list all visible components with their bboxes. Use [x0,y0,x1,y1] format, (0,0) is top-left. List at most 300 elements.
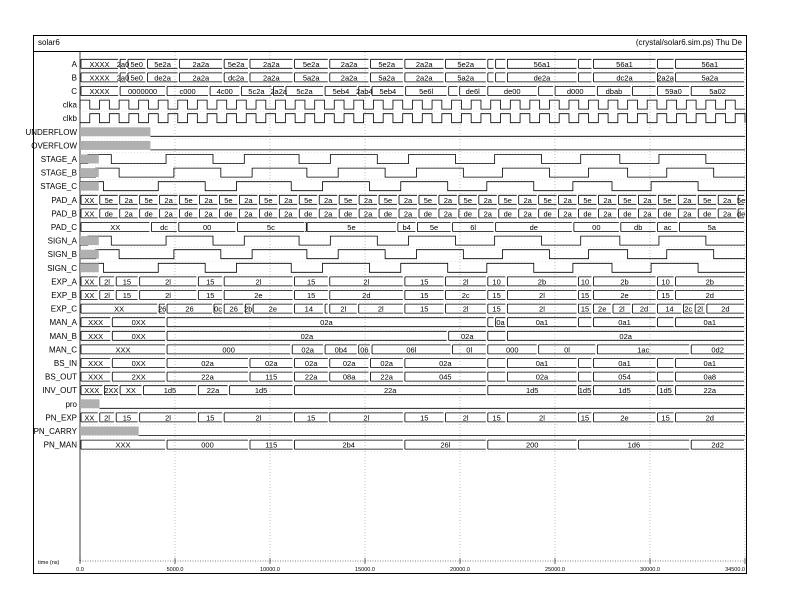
bus-segment [579,59,592,68]
bus-value: 26 [185,304,194,314]
signal-label-exp_b: EXP_B [51,291,77,300]
bus-value: 10 [580,277,590,287]
time-tick-label: 20000.0 [450,567,470,573]
bus-value: XXX [88,372,104,382]
bus-value: 5e [423,195,433,205]
undefined-region [80,236,99,245]
bus-value: de [304,209,313,219]
bus-value: 10 [492,277,501,287]
bus-value: 22a [201,372,214,382]
bus-value: 06 [360,345,369,355]
bus-value: de [423,209,433,219]
bus-value: 5e [463,195,473,205]
bus-value: XXXX [89,73,110,83]
undefined-region [80,127,150,136]
bus-value: 14 [665,304,674,314]
bus-value: XXX [88,359,104,368]
bus-value: XX [84,209,95,219]
bus-value: de [184,209,193,219]
bus-value: dc2a [227,73,245,83]
bus-value: 2a [563,209,572,219]
bus-value: 2XX [104,386,119,396]
bus-value: 2l [104,291,110,300]
bus-segment [658,359,674,368]
clock-waveform [80,114,745,123]
bus-value: 2e [254,291,263,300]
bus-value: 5e [104,195,113,205]
bus-value: XX [84,277,95,287]
bus-value: 2a [204,195,213,205]
bus-value: 0a8 [703,372,717,382]
bus-value: d000 [566,87,584,96]
signal-label-stage_b: STAGE_B [40,168,77,178]
bus-value: XXX [115,440,131,450]
bus-value: 5eb4 [379,87,397,96]
signal-label-pro: pro [65,399,77,409]
bus-value: 2a [683,195,692,205]
logic-waveform [80,155,745,164]
bus-value: 02a [300,331,314,341]
bus-value: 2l [255,413,262,423]
bus-value: dc [160,223,169,232]
bus-value: 0a1 [618,359,631,368]
bus-value: 02a [342,359,356,368]
signal-label-pn_exp: PN_EXP [45,413,77,423]
bus-value: 02a [535,372,549,382]
bus-value: 5e2a [154,59,171,69]
bus-segment [658,372,674,381]
bus-value: 22a [383,386,397,396]
signal-label-exp_a: EXP_A [51,277,77,287]
bus-value: de2a [154,73,171,83]
bus-value: 2l [462,413,469,423]
bus-value: de [144,209,153,219]
bus-value: 02a [619,331,632,341]
bus-value: c000 [179,87,196,96]
bus-value: 0a [496,318,505,328]
signal-label-clkb: clkb [62,114,77,124]
bus-value: 2l [363,277,370,287]
bus-value: 2a [643,195,652,205]
bus-value: 0a1 [703,318,717,328]
bus-value: 56a1 [701,59,719,69]
bus-value: b4 [402,223,411,232]
bus-value: 2l [165,277,171,287]
logic-waveform [80,236,745,245]
bus-value: XX [114,304,125,314]
bus-value: 2a2a [192,59,210,69]
bus-value: 1ac [637,345,650,355]
bus-value: 5e [703,195,712,205]
bus-value: 15 [492,413,501,423]
bus-value: 5eb4 [332,87,350,96]
bus-value: 1d6 [627,440,641,450]
bus-value: 5e [383,195,393,205]
bus-segment [496,73,506,82]
bus-value: 2l [462,277,469,287]
bus-value: 15 [492,291,501,300]
time-tick-label: 30000.0 [640,567,660,573]
bus-value: 5a2a [457,73,475,83]
undefined-region [80,182,99,191]
bus-value: 15 [580,291,590,300]
bus-segment [305,223,306,232]
bus-value: de [583,209,592,219]
bus-value: 02a [201,359,214,368]
time-axis-label: time (ns) [38,560,60,566]
logic-waveform [80,250,745,259]
bus-value: 2e [620,291,629,300]
bus-value: 2a [324,195,333,205]
bus-value: 1d5 [163,386,177,396]
undefined-region [80,155,99,164]
bus-value: 08a [342,372,356,382]
time-tick-label: 15000.0 [355,567,375,573]
signal-label-sign_b: SIGN_B [47,250,77,260]
bus-value: 2c [461,291,470,300]
bus-value: 0a1 [703,359,717,368]
signal-label-overflow: OVERFLOW [31,141,77,151]
bus-value: 2c [684,304,693,314]
bus-value: 15 [420,291,429,300]
bus-value: XX [84,195,95,205]
bus-value: 5e2a [378,59,396,69]
bus-value: 5e [347,223,356,232]
bus-segment [325,304,328,313]
logic-waveform [80,263,745,272]
bus-value: 115 [265,440,278,450]
bus-value: dc2a [616,73,633,83]
signal-label-b: B [71,73,77,83]
bus-value: 2a [523,195,532,205]
bus-segment [488,73,494,82]
bus-segment [449,87,458,96]
bus-value: 2b4 [342,440,355,450]
bus-value: 14 [304,304,314,314]
bus-value: 0XX [131,318,146,328]
signal-label-c: C [71,87,77,96]
bus-value: 2a [723,195,732,205]
bus-value: 59a0 [665,87,682,96]
bus-value: 2l [539,304,545,314]
time-tick-label: 10000.0 [260,567,280,573]
time-tick-label: 5000.0 [166,567,184,573]
bus-value: 2XX [131,372,146,382]
bus-value: 15 [307,277,316,287]
bus-value: 0000000 [127,87,158,96]
time-tick-label: 34500.0 [725,567,745,573]
bus-value: 5e [264,195,273,205]
bus-value: db [634,223,643,232]
bus-value: de [503,209,512,219]
signal-label-underflow: UNDERFLOW [25,127,77,137]
bus-value: 2b [537,277,547,287]
bus-value: 2a [403,195,413,205]
bus-value: 5e [503,195,512,205]
bus-value: 26 [229,304,238,314]
bus-segment [633,87,656,96]
bus-value: XXX [115,345,131,355]
logic-waveform [80,168,745,177]
bus-value: 2a2a [657,73,674,83]
bus-value: 000 [505,345,519,355]
bus-value: 0d2 [711,345,724,355]
bus-value: 5e [144,195,153,205]
bus-value: de [104,209,113,219]
bus-segment [579,359,592,368]
bus-value: 2a [603,195,612,205]
bus-value: 6l [470,223,477,232]
bus-value: XX [125,386,136,396]
bus-value: 56a1 [616,59,633,69]
bus-value: 2a0 [116,59,130,69]
bus-value: 2l [104,413,110,423]
bus-value: 0XX [131,331,146,341]
bus-value: 2l [462,304,469,314]
bus-value: 2l [255,277,262,287]
bus-value: 5a2a [701,73,719,83]
bus-value: 5e6l [419,87,434,96]
signal-label-pn_man: PN_MAN [43,440,77,450]
bus-value: 26l [440,440,451,450]
bus-value: 5e0 [130,73,143,83]
bus-value: de [343,209,353,219]
bus-value: 5c [266,223,275,232]
bus-segment [579,372,592,381]
bus-value: 15 [206,413,215,423]
bus-value: 5a2a [378,73,396,83]
bus-value: 5a2a [302,73,320,83]
bus-segment [488,331,506,340]
bus-value: 2a [483,209,492,219]
bus-value: 2a [363,195,373,205]
bus-value: 2a [124,195,133,205]
bus-value: 2d [362,291,371,300]
bus-value: 2e [620,413,629,423]
bus-value: 06l [406,345,417,355]
bus-value: 15 [122,291,132,300]
bus-value: 1d5 [525,386,539,396]
signal-label-sign_a: SIGN_A [47,236,77,246]
signal-label-exp_c: EXP_C [50,304,77,314]
waveform-area[interactable] [25,36,748,575]
bus-value: 2b [705,277,714,287]
bus-value: 2a [204,209,213,219]
bus-value: 2l [697,304,703,314]
bus-value: XX [84,413,95,423]
bus-value: 15 [206,277,215,287]
undefined-region [80,427,139,436]
bus-value: de2a [533,73,551,83]
signal-label-clka: clka [62,100,77,110]
bus-value: 000 [201,440,214,450]
bus-value: 5e [663,195,672,205]
bus-value: 2a [723,209,732,219]
bus-segment [488,318,494,327]
bus-value: de [736,209,746,219]
bus-value: de [703,209,712,219]
signal-label-bs_in: BS_IN [53,359,77,368]
bus-value: 5e [429,223,439,232]
bus-value: 56a1 [533,59,551,69]
bus-value: de6l [465,87,480,96]
bus-value: 115 [265,372,278,382]
bus-value: 5e [343,195,353,205]
bus-value: 15 [420,413,429,423]
signal-label-a: A [71,59,77,69]
bus-value: 15 [307,413,316,423]
bus-value: 0l [466,345,473,355]
signal-label-man_c: MAN_C [48,345,77,355]
bus-value: 1d5 [254,386,268,396]
bus-value: 2l [618,304,625,314]
bus-value: 2l [539,413,545,423]
bus-value: 2a [164,195,173,205]
bus-value: 054 [618,372,631,382]
signal-label-sign_c: SIGN_C [47,263,77,273]
bus-value: 2l [165,413,171,423]
bus-value: 0a1 [618,318,631,328]
bus-value: 15 [420,304,429,314]
bus-value: de [463,209,473,219]
bus-value: 0l [564,345,570,355]
undefined-region [80,263,99,272]
time-tick-label: 25000.0 [545,567,565,573]
bus-value: 5e [184,195,193,205]
bus-value: 5a [707,223,716,232]
bus-value: 5e2a [457,59,475,69]
bus-value: 2a2a [340,73,358,83]
bus-value: 15 [206,291,215,300]
undefined-region [80,250,99,259]
bus-value: 2l [104,277,110,287]
bus-value: 22a [206,386,220,396]
undefined-region [80,141,150,150]
bus-value: de [383,209,393,219]
bus-value: 0b4 [334,345,348,355]
bus-value: 2l [539,291,545,300]
bus-value: XX [84,291,95,300]
bus-value: 5e [543,195,552,205]
bus-value: 2a0 [116,73,130,83]
bus-value: 2a [284,195,293,205]
waveform-window [25,35,747,574]
bus-value: 15 [420,277,429,287]
bus-value: 2l [377,304,384,314]
bus-segment [579,73,592,82]
bus-value: 2a [244,209,253,219]
bus-value: 5e2a [227,59,245,69]
bus-value: 1d5 [578,386,592,396]
bus-value: 0XX [131,359,146,368]
signal-label-pad_b: PAD_B [51,209,77,219]
bus-value: 02a [304,359,318,368]
bus-value: 2e [268,304,278,314]
bus-value: 0a1 [535,318,549,328]
bus-segment [579,318,592,327]
bus-value: 2d [639,304,649,314]
bus-value: 10 [661,277,670,287]
bus-value: 15 [661,291,670,300]
bus-value: 02a [265,359,278,368]
signal-label-man_b: MAN_B [49,331,77,341]
window-title: solar6 [38,38,60,47]
bus-value: 00 [592,223,601,232]
bus-value: 2a2a [262,59,280,69]
bus-value: XXX [88,318,104,328]
bus-value: 5e [583,195,592,205]
bus-value: 15 [492,304,501,314]
bus-value: 22a [304,372,318,382]
bus-value: 5e [304,195,313,205]
signal-label-stage_c: STAGE_C [40,182,77,192]
bus-value: de [529,223,538,232]
signal-label-pad_c: PAD_C [50,223,77,232]
logic-waveform [80,182,745,191]
bus-value: 2l [363,413,370,423]
bus-value: 02a [320,318,333,328]
bus-segment [488,59,494,68]
bus-value: 0c [214,304,223,314]
bus-value: 2a [443,195,453,205]
bus-segment [658,59,674,68]
bus-value: ac [663,223,672,232]
signal-label-inv_out: INV_OUT [42,386,77,396]
bus-value: 4c00 [216,87,233,96]
undefined-region [80,399,100,408]
undefined-region [80,168,99,177]
bus-value: 02a [380,359,393,368]
bus-value: 22a [703,386,717,396]
signal-label-pn_carry: PN_CARRY [33,427,77,436]
bus-value: XXX [88,331,104,341]
bus-value: 2l [340,304,347,314]
bus-value: 00 [202,223,212,232]
bus-value: 2a [284,209,293,219]
bus-value: 0a1 [535,359,549,368]
bus-value: 2a [124,209,133,219]
bus-value: 5a02 [709,87,726,96]
bus-value: 15 [122,413,132,423]
bus-value: 2b [620,277,629,287]
bus-value: 2d [721,304,730,314]
bus-value: 5e0 [130,59,143,69]
bus-value: de [224,209,233,219]
bus-segment [539,87,553,96]
clock-waveform [80,100,745,109]
bus-value: 2a2a [340,59,358,69]
bus-value: 2a [403,209,413,219]
bus-value: 2e [598,304,607,314]
bus-value: de00 [503,87,521,96]
bus-value: 2d [705,291,714,300]
file-path-label: (crystal/solar6.sim.ps) Thu De [635,38,742,47]
bus-value: 2a [164,209,173,219]
bus-value: dbab [605,87,623,96]
bus-value: 1d5 [618,386,631,396]
bus-value: XX [110,223,121,232]
bus-value: 5e [224,195,233,205]
bus-value: 15 [580,304,590,314]
bus-value: 2a [244,195,253,205]
bus-segment [496,59,506,68]
signal-label-man_a: MAN_A [49,318,77,328]
bus-value: 2a2a [192,73,210,83]
bus-value: 15 [307,291,316,300]
signal-label-pad_a: PAD_A [51,195,77,205]
bus-value: 2ab4 [356,87,373,96]
bus-value: 26 [157,304,167,314]
